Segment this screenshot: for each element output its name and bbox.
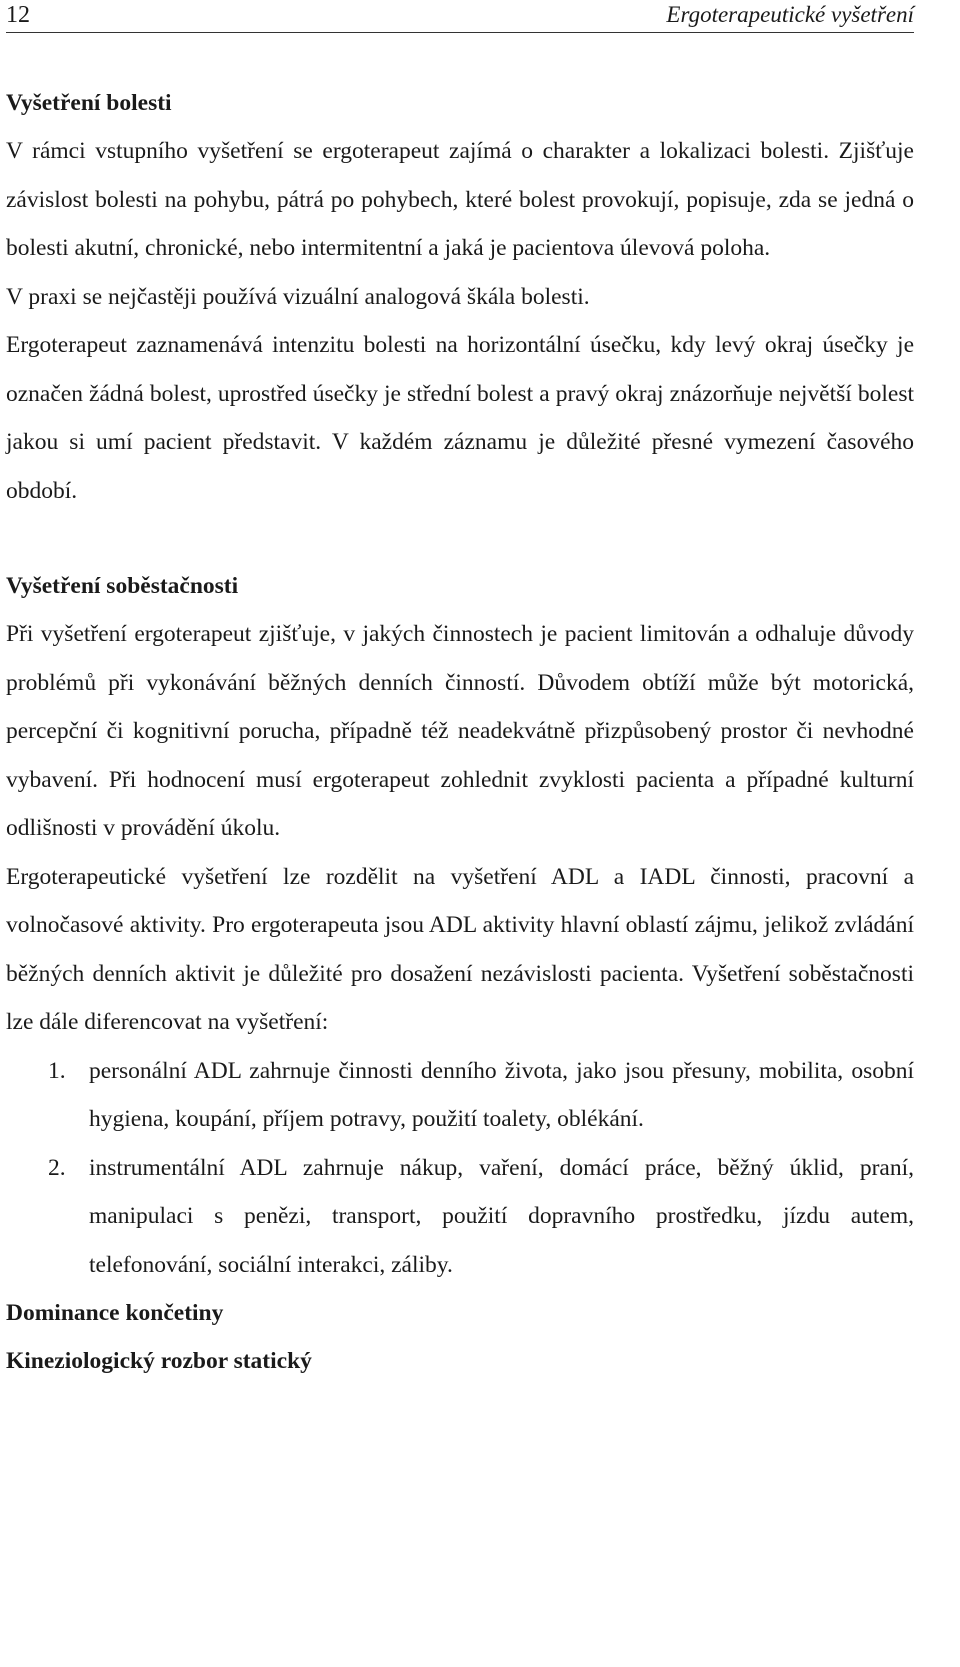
running-header [6,2,914,33]
list-item-text: personální ADL zahrnuje činnosti denního života, jako jsou přesuny, mobilita, osobní hygiena, koupání, příjem potravy, použití toalety, oblékání. [89,1057,914,1132]
page-number: 12 [6,2,30,28]
heading-selfcare: Vyšetření soběstačnosti [6,573,239,599]
adl-list [6,1047,914,1290]
paragraph-pain-3: Ergoterapeut zaznamenává intenzitu bolesti na horizontální úsečku, kdy levý okraj úsečky je označen žádná bolest, uprostřed úsečky je střední bolest a pravý okraj znázorňuje největší bolest jakou si umí pacient představit. V každém záznamu je důležité přesné vymezení časového období. [6,332,914,504]
heading-pain: Vyšetření bolesti [6,90,172,116]
document-page [6,0,914,1385]
list-item [6,1047,914,1144]
paragraph-selfcare-2: Ergoterapeutické vyšetření lze rozdělit na vyšetření ADL a IADL činnosti, pracovní a volnočasové aktivity. Pro ergoterapeuta jsou ADL aktivity hlavní oblastí zájmu, jelikož zvládání běžných denních aktivit je důležité pro dosažení nezávislosti pacienta. Vyšetření soběstačnosti lze dále diferencovat na vyšetření: [6,863,914,1035]
list-item-text: instrumentální ADL zahrnuje nákup, vaření, domácí práce, běžný úklid, praní, manipulaci s penězi, transport, použití dopravního prostředku, jízdu autem, telefonování, sociální interakci, záliby. [89,1154,914,1278]
list-item-number: 1. [48,1057,66,1084]
list-item-number: 2. [48,1154,66,1181]
paragraph-pain-1: V rámci vstupního vyšetření se ergoterapeut zajímá o charakter a lokalizaci bolesti. Zjišťuje závislost bolesti na pohybu, pátrá po pohybech, které bolest provokují, popisuje, zda se jedná o bolesti akutní, chronické, nebo intermitentní a jaká je pacientova úlevová poloha. [6,138,914,261]
list-item [6,1144,914,1290]
running-title: Ergoterapeutické vyšetření [666,2,914,27]
paragraph-pain-2: V praxi se nejčastěji používá vizuální analogová škála bolesti. [6,283,590,310]
paragraph-selfcare-1: Při vyšetření ergoterapeut zjišťuje, v jakých činnostech je pacient limitován a odhaluje důvody problémů při vykonávání běžných denních činností. Důvodem obtíží může být motorická, percepční či kognitivní porucha, případně též neadekvátně přizpůsobený prostor či nevhodné vybavení. Při hodnocení musí ergoterapeut zohlednit zvyklosti pacienta a případné kulturní odlišnosti v provádění úkolu. [6,621,914,841]
heading-kinesiology: Kineziologický rozbor statický [6,1348,312,1374]
heading-dominance: Dominance končetiny [6,1300,224,1326]
